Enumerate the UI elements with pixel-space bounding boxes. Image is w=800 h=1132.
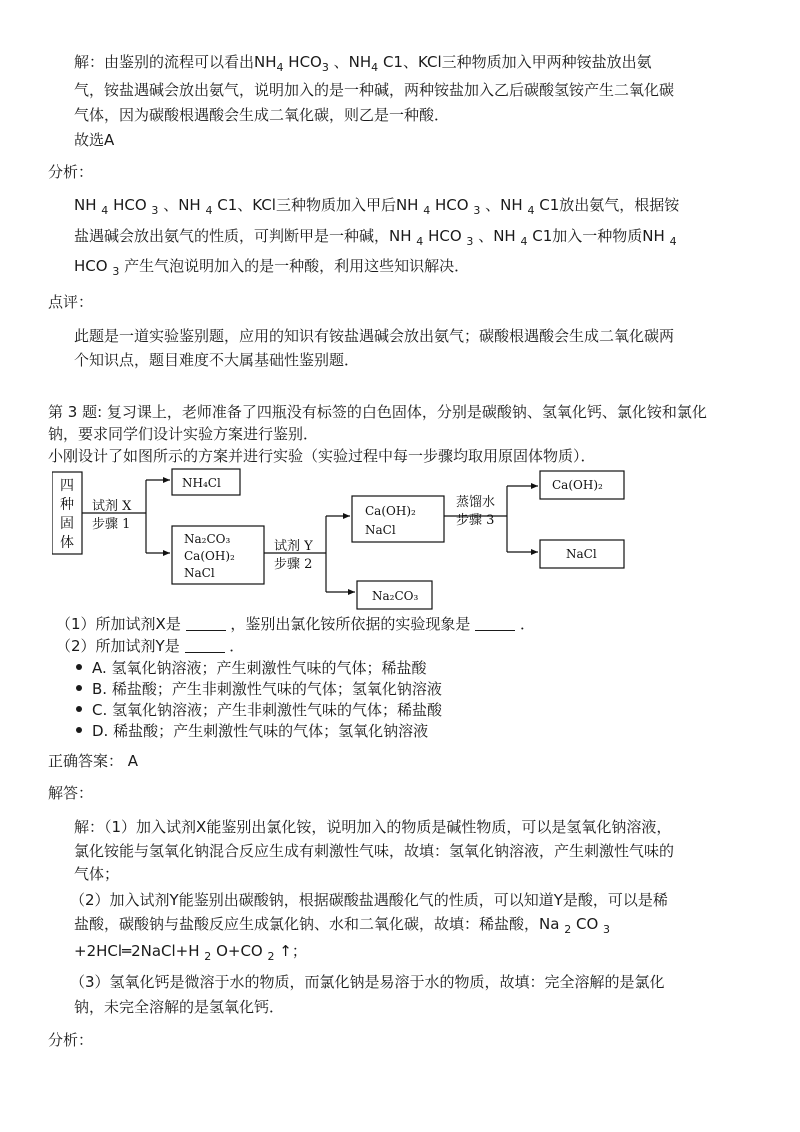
option-b[interactable]: B. 稀盐酸；产生非刺激性气味的气体；氢氧化钠溶液 bbox=[76, 679, 442, 699]
nacl-label: NaCl bbox=[566, 547, 597, 561]
analysis-line-3: HCO $_3$ 产生气泡说明加入的是一种酸，利用这些知识解决． bbox=[74, 257, 470, 278]
blank-3[interactable] bbox=[185, 638, 225, 653]
question-line-3: 小刚设计了如图所示的方案并进行实验（实验过程中每一步骤均取用原固体物质）． bbox=[48, 447, 596, 465]
step2-label: 步骤 2 bbox=[274, 557, 313, 572]
mix1-item-2: Ca(OH)₂ bbox=[184, 549, 235, 563]
blank-2[interactable] bbox=[475, 616, 515, 631]
solution-line-6: +2HCl═2NaCl+H $_2$ O+CO $_2$ ↑； bbox=[74, 942, 307, 963]
question-line-1: 第 3 题: 复习课上，老师准备了四瓶没有标签的白色固体，分别是碳酸钠、氢氧化钙、氯化铵和氯化 bbox=[48, 403, 707, 421]
prev-solution-line-4: 故选A bbox=[74, 131, 115, 149]
comment-line-1: 此题是一道实验鉴别题，应用的知识有铵盐遇碱会放出氨气；碳酸根遇酸会生成二氧化碳两 bbox=[74, 327, 675, 345]
comment-line-2: 个知识点，题目难度不大属基础性鉴别题． bbox=[74, 351, 360, 369]
subquestion-2: （2）所加试剂Y是 ． bbox=[56, 637, 245, 655]
solution-line-8: 钠，未完全溶解的是氢氧化钙． bbox=[74, 998, 285, 1016]
prev-solution-line-2: 气，铵盐遇碱会放出氨气，说明加入的是一种碱，两种铵盐加入乙后碳酸氢铵产生二氧化碳 bbox=[74, 81, 675, 99]
mix2-item-1: Ca(OH)₂ bbox=[365, 504, 416, 518]
solution-label: 解答： bbox=[48, 784, 94, 802]
question-line-2: 钠，要求同学们设计实验方案进行鉴别． bbox=[48, 425, 319, 443]
solution-line-3: 气体； bbox=[74, 865, 120, 883]
analysis-line-2: 盐遇碱会放出氨气的性质，可判断甲是一种碱，NH $_4$ HCO $_3$ 、NH $_4$ C1加入一种物质NH $_4$ bbox=[74, 227, 677, 248]
prev-solution-line-3: 气体，因为碳酸根遇酸会生成二氧化碳，则乙是一种酸． bbox=[74, 106, 450, 124]
analysis-label: 分析： bbox=[48, 163, 94, 181]
bullet-icon bbox=[76, 664, 82, 670]
subquestion-1: （1）所加试剂X是 ，鉴别出氯化铵所依据的实验现象是 ． bbox=[56, 615, 535, 633]
bullet-icon bbox=[76, 727, 82, 733]
water-label: 蒸馏水 bbox=[456, 495, 496, 510]
option-a[interactable]: A. 氢氧化钠溶液；产生刺激性气味的气体；稀盐酸 bbox=[76, 658, 427, 678]
reagent-x-label: 试剂 X bbox=[92, 499, 132, 514]
bullet-icon bbox=[76, 685, 82, 691]
start-char-3: 固 bbox=[60, 516, 74, 532]
solution-line-7: （3）氢氧化钙是微溶于水的物质，而氯化钠是易溶于水的物质，故填：完全溶解的是氯化 bbox=[70, 973, 665, 991]
solution-line-4: （2）加入试剂Y能鉴别出碳酸钠，根据碳酸盐遇酸化气的性质，可以知道Y是酸，可以是稀 bbox=[70, 891, 668, 909]
mix1-item-1: Na₂CO₃ bbox=[184, 532, 231, 546]
start-char-2: 种 bbox=[60, 497, 74, 513]
blank-1[interactable] bbox=[186, 616, 226, 631]
nh4cl-label: NH₄Cl bbox=[182, 476, 221, 490]
na2co3-label: Na₂CO₃ bbox=[372, 589, 419, 603]
correct-answer: 正确答案： A bbox=[48, 752, 139, 770]
bullet-icon bbox=[76, 706, 82, 712]
option-c[interactable]: C. 氢氧化钠溶液；产生非刺激性气味的气体；稀盐酸 bbox=[76, 700, 442, 720]
solution-line-5: 盐酸，碳酸钠与盐酸反应生成氯化钠、水和二氧化碳，故填：稀盐酸，Na $_2$ CO $_3$ bbox=[74, 915, 611, 936]
reagent-y-label: 试剂 Y bbox=[274, 539, 313, 554]
caoh2-label: Ca(OH)₂ bbox=[552, 478, 603, 492]
option-d[interactable]: D. 稀盐酸；产生刺激性气味的气体；氢氧化钠溶液 bbox=[76, 721, 428, 741]
step1-label: 步骤 1 bbox=[92, 517, 131, 532]
start-char-1: 四 bbox=[60, 478, 74, 494]
solution-line-2: 氯化铵能与氢氧化钠混合反应生成有刺激性气味，故填：氢氧化钠溶液，产生刺激性气味的 bbox=[74, 842, 675, 860]
prev-solution-line-1: 解：由鉴别的流程可以看出$NH_4$ $HCO_3$ 、$NH_4$ C1、KCl三种物质加入甲两种铵盐放出氨 bbox=[74, 53, 652, 74]
solution-line-1: 解：（1）加入试剂X能鉴别出氯化铵，说明加入的物质是碱性物质，可以是氢氧化钠溶液， bbox=[74, 818, 672, 836]
comment-label: 点评： bbox=[48, 293, 94, 311]
flow-diagram bbox=[52, 466, 632, 616]
analysis-2-label: 分析： bbox=[48, 1031, 94, 1049]
analysis-line-1: NH $_4$ HCO $_3$ 、NH $_4$ C1、KCl三种物质加入甲后NH $_4$ HCO $_3$ 、NH $_4$ C1放出氨气，根据铵 bbox=[74, 196, 680, 217]
start-char-4: 体 bbox=[60, 535, 74, 551]
mix1-item-3: NaCl bbox=[184, 566, 215, 580]
step3-label: 步骤 3 bbox=[456, 513, 495, 528]
mix2-item-2: NaCl bbox=[365, 523, 396, 537]
